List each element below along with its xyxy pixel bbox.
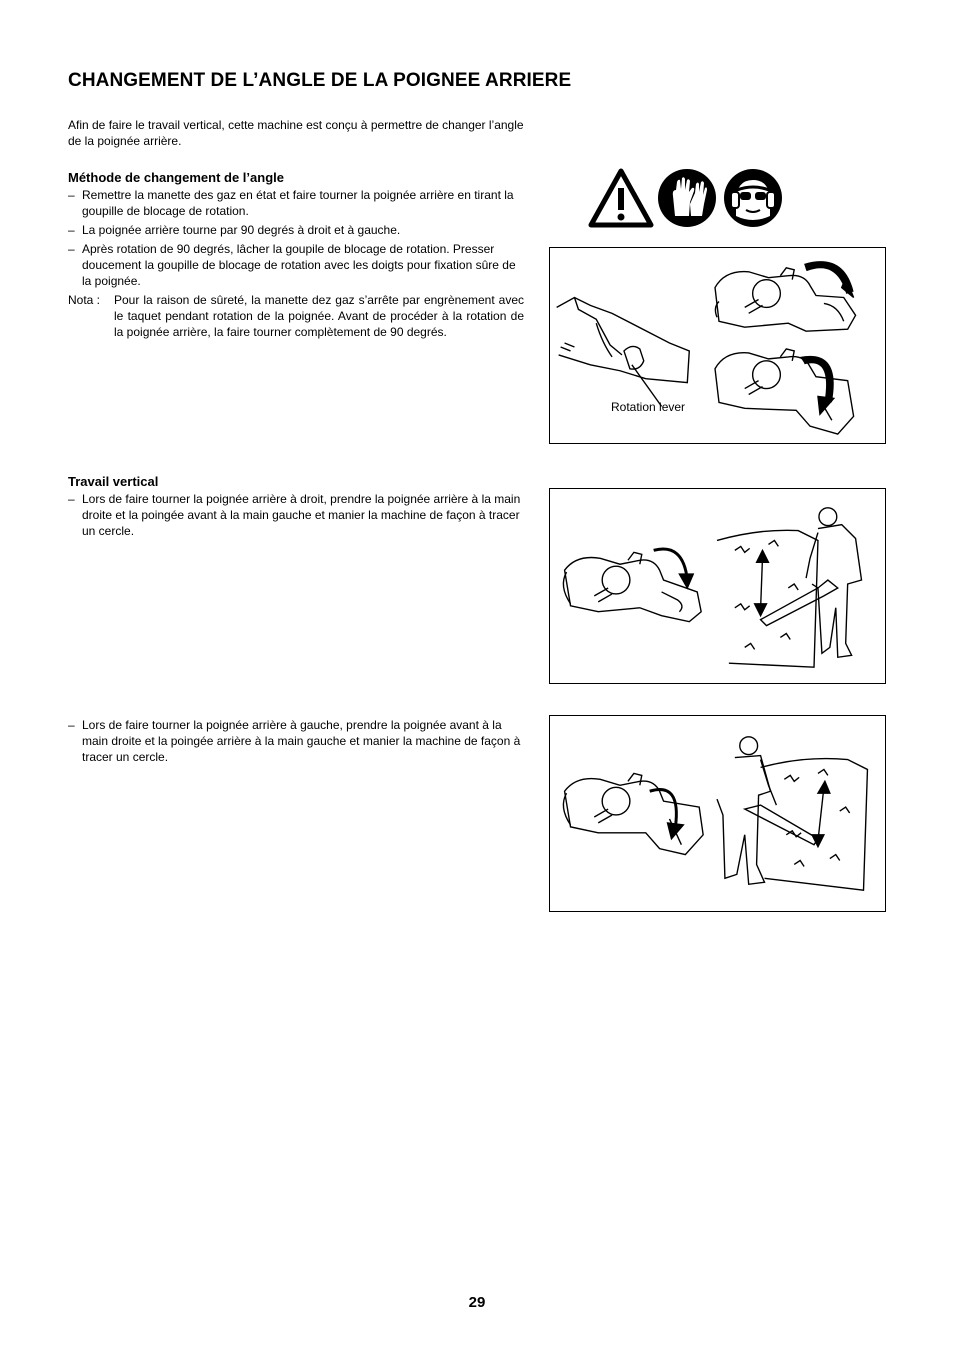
method-heading: Méthode de changement de l’angle [68,170,284,185]
page-title: CHANGEMENT DE L’ANGLE DE LA POIGNEE ARRIERE [68,70,572,91]
intro-paragraph: Afin de faire le travail vertical, cette machine est conçu à permettre de changer l’angle de la poignée arrière. [68,118,524,148]
figure-vertical-right [549,488,886,684]
nota-label: Nota : [68,293,101,307]
vertical-heading: Travail vertical [68,474,159,489]
vertical-right-illustration [550,489,885,683]
rotation-lever-illustration [550,248,885,443]
list-item: – Remettre la manette des gaz en état et faire tourner la poignée arrière en tirant la goupille de blocage de rotation. [68,187,524,219]
warning-triangle-icon [588,168,654,228]
goggles-ear-protection-icon [722,168,784,228]
gloves-icon [657,168,717,228]
list-item: – Après rotation de 90 degrés, lâcher la goupile de blocage de rotation. Presser doucement la goupille de blocage de rotation avec les doigts pour fixation sûre de la poignée. [68,241,524,289]
list-item: – La poignée arrière tourne par 90 degrés à droit et à gauche. [68,222,524,238]
vertical-right-list [68,491,524,539]
method-section [68,170,524,340]
vertical-left-section [68,717,524,768]
nota-block [68,292,524,340]
figure-vertical-left [549,715,886,912]
vertical-left-illustration [550,716,885,911]
page-number: 29 [468,1294,486,1311]
vertical-left-list [68,717,524,765]
nota-text: Pour la raison de sûreté, la manette dez gaz s’arrête par engrènement avec le taquet pendant rotation de la poignée. Avant de procéder à la rotation de la poignée arrière, la faire tourner complètement de 90 degrés. [114,293,524,339]
list-item: – Lors de faire tourner la poignée arrière à gauche, prendre la poignée avant à la main droite et la poingée arrière à la main gauche et manier la machine de façon à tracer un cercle. [68,717,524,765]
list-item: – Lors de faire tourner la poignée arrière à droit, prendre la poignée arrière à la main droite et la poingée avant à la main gauche et manier la machine de façon à tracer un cercle. [68,491,524,539]
figure-rotation-lever [549,247,886,444]
method-list [68,187,524,289]
rotation-lever-label: Rotation lever [611,400,686,414]
vertical-work-section [68,474,524,542]
safety-icons [588,168,788,228]
